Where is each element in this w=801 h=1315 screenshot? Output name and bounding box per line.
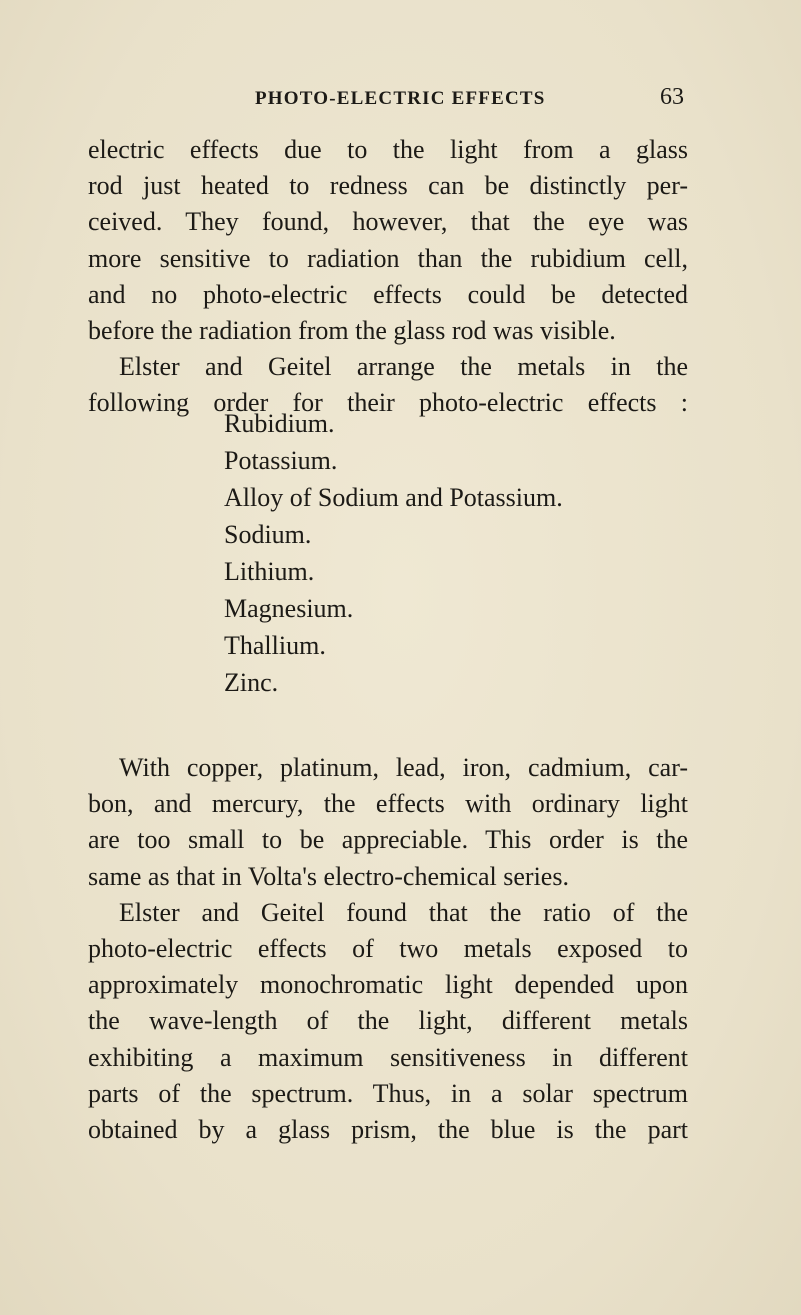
text-line: bon, and mercury, the effects with ordinary light [88,789,688,819]
text-line: are too small to be appreciable. This order is the [88,825,688,855]
running-head [88,84,688,118]
list-item: Thallium. [224,631,326,660]
paragraph-1 [88,132,688,422]
text-line: same as that in Volta's electro-chemical series. [88,861,569,891]
list-item: Magnesium. [224,594,354,623]
text-line: ceived. They found, however, that the eye was [88,207,688,237]
text-line: obtained by a glass prism, the blue is the part [88,1115,688,1145]
text-line: Elster and Geitel found that the ratio of the [119,897,688,927]
text-line: parts of the spectrum. Thus, in a solar spectrum [88,1078,688,1108]
text-line: following order for their photo-electric effects : [88,388,688,418]
text-line: exhibiting a maximum sensitiveness in different [88,1042,688,1072]
paragraph-2 [88,750,688,1148]
text-line: Elster and Geitel arrange the metals in the [119,352,688,382]
list-item: Rubidium. [224,409,335,438]
text-line: the wave-length of the light, different metals [88,1006,688,1036]
list-item: Sodium. [224,520,312,549]
page-number: 63 [660,84,684,110]
text-line: With copper, platinum, lead, iron, cadmium, car- [119,753,688,782]
metals-list [224,405,563,701]
text-line: more sensitive to radiation than the rubidium cell, [88,243,688,273]
text-line: before the radiation from the glass rod was visible. [88,316,616,346]
running-head-title: PHOTO-ELECTRIC EFFECTS [255,88,546,109]
text-line: photo-electric effects of two metals exposed to [88,934,688,964]
text-line: and no photo-electric effects could be detected [88,279,688,309]
list-item: Zinc. [224,668,279,697]
text-line: rod just heated to redness can be distinctly per- [88,171,688,201]
list-item: Potassium. [224,446,338,475]
list-item: Alloy of Sodium and Potassium. [224,483,563,512]
text-line: approximately monochromatic light depended upon [88,970,688,1000]
text-line: electric effects due to the light from a glass [88,135,688,164]
list-item: Lithium. [224,557,315,586]
